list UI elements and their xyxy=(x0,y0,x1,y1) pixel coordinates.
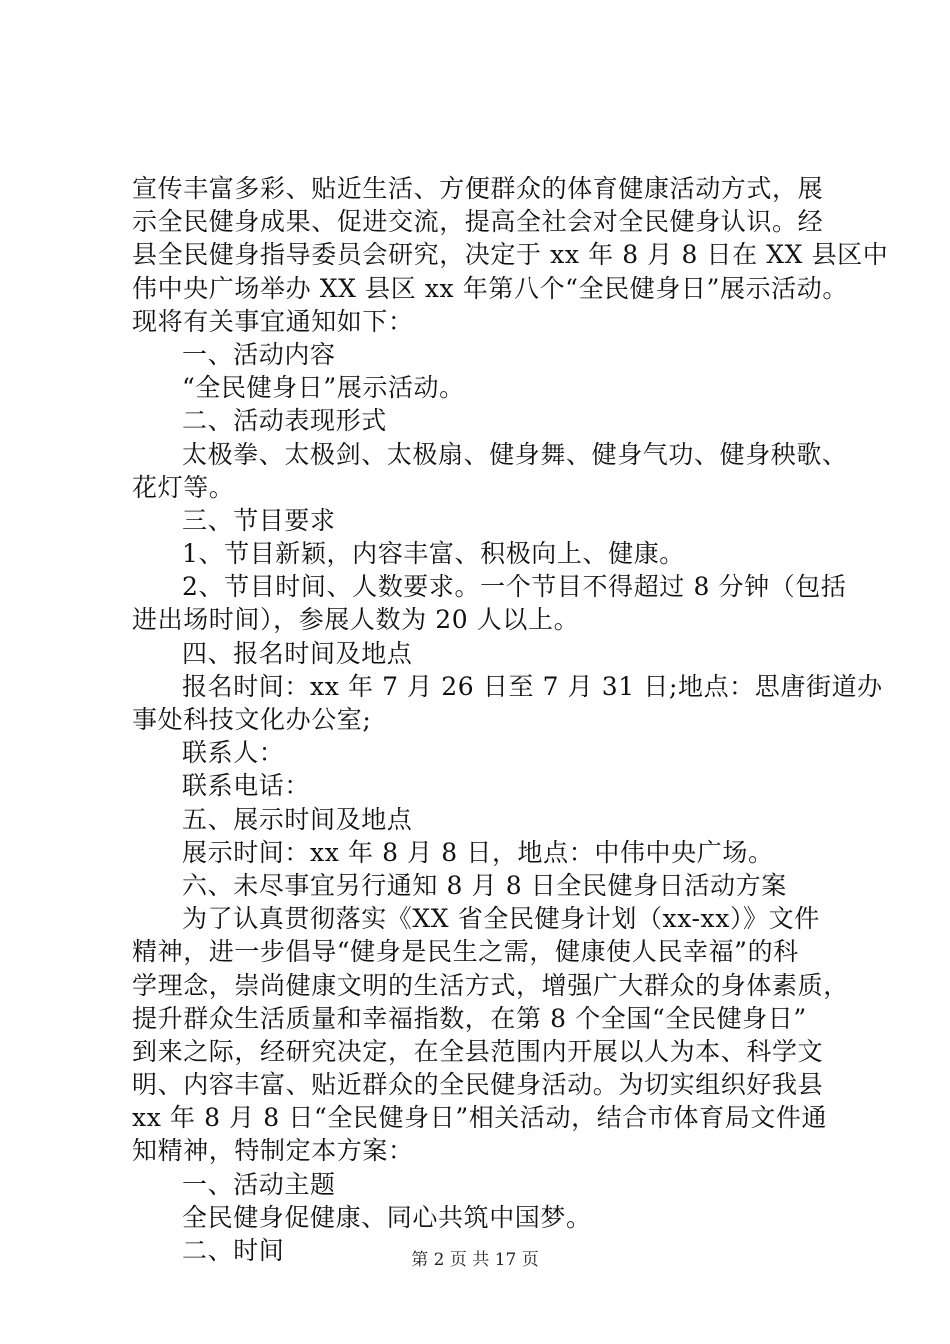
text-line: 太极拳、太极剑、太极扇、健身舞、健身气功、健身秧歌、 xyxy=(182,439,848,469)
text-line: 明、内容丰富、贴近群众的全民健身活动。为切实组织好我县 xyxy=(132,1070,824,1100)
text-line: 进出场时间），参展人数为 20 人以上。 xyxy=(132,605,580,635)
contact-person-label: 联系人： xyxy=(182,738,285,768)
contact-phone-label: 联系电话： xyxy=(182,771,311,801)
section-heading: 五、展示时间及地点 xyxy=(182,804,413,834)
section-heading: 四、报名时间及地点 xyxy=(182,638,413,668)
text-line: 花灯等。 xyxy=(132,472,235,502)
text-line: 全民健身促健康、同心共筑中国梦。 xyxy=(182,1202,592,1232)
page-footer: 第 2 页 共 17 页 xyxy=(411,1250,539,1270)
text-line: 2、节目时间、人数要求。一个节目不得超过 8 分钟（包括 xyxy=(182,572,847,602)
text-line: 知精神，特制定本方案： xyxy=(132,1136,414,1166)
text-line: 1、节目新颖，内容丰富、积极向上、健康。 xyxy=(182,539,685,569)
text-line: 精神，进一步倡导“健身是民生之需，健康使人民幸福”的科 xyxy=(132,937,799,967)
text-line: 县全民健身指导委员会研究，决定于 xx 年 8 月 8 日在 XX 县区中 xyxy=(132,240,889,270)
section-heading: 一、活动内容 xyxy=(182,339,336,369)
text-line: 现将有关事宜通知如下： xyxy=(132,306,414,336)
text-line: xx 年 8 月 8 日“全民健身日”相关活动，结合市体育局文件通 xyxy=(132,1103,828,1133)
text-line: 伟中央广场举办 XX 县区 xx 年第八个“全民健身日”展示活动。 xyxy=(132,273,848,303)
text-line: 为了认真贯彻落实《XX 省全民健身计划（xx-xx）》文件 xyxy=(182,904,820,934)
text-line: 宣传丰富多彩、贴近生活、方便群众的体育健康活动方式，展 xyxy=(132,174,824,203)
text-line: 报名时间：xx 年 7 月 26 日至 7 月 31 日;地点：思唐街道办 xyxy=(182,671,883,701)
text-line: “全民健身日”展示活动。 xyxy=(182,373,465,403)
text-line: 学理念，崇尚健康文明的生活方式，增强广大群众的身体素质， xyxy=(132,970,849,1000)
section-heading: 二、时间 xyxy=(182,1236,285,1265)
text-line: 到来之际，经研究决定，在全县范围内开展以人为本、科学文 xyxy=(132,1036,824,1066)
document-body xyxy=(132,172,889,1267)
section-heading: 一、活动主题 xyxy=(182,1169,336,1199)
section-heading: 六、未尽事宜另行通知 8 月 8 日全民健身日活动方案 xyxy=(182,870,787,900)
section-heading: 二、活动表现形式 xyxy=(182,406,387,436)
text-line: 事处科技文化办公室; xyxy=(132,705,372,734)
text-line: 示全民健身成果、促进交流，提高全社会对全民健身认识。经 xyxy=(132,207,824,237)
section-heading: 三、节目要求 xyxy=(182,505,336,535)
text-line: 展示时间：xx 年 8 月 8 日，地点：中伟中央广场。 xyxy=(182,837,774,867)
text-line: 提升群众生活质量和幸福指数，在第 8 个全国“全民健身日” xyxy=(132,1003,807,1033)
